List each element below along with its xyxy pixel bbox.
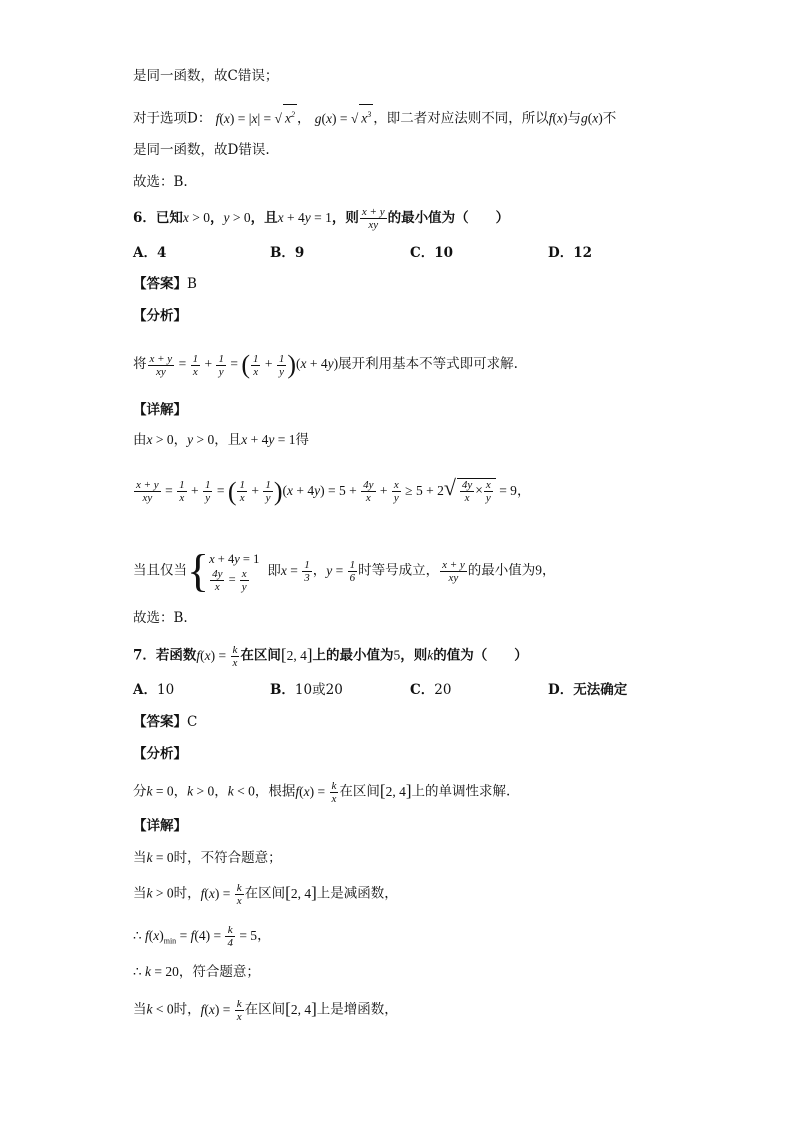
q7-detail-2: 当k > 0时，f(x) = $\frac{k}{x}$ 在区间[2, 4]上是减函数， — [133, 882, 398, 907]
q6-comma: ， — [210, 210, 224, 226]
q6-option-d: D．12 — [548, 245, 592, 261]
q7-stem: 7．若函数f(x) = $\frac{k}{x}$ 在区间[2, 4]上的最小值为5，则k的值为（ ） — [133, 644, 528, 669]
q6-analysis — [133, 352, 518, 378]
q6-option-c: C．10 — [410, 245, 454, 261]
formula-gx: g(x) — [581, 110, 603, 126]
q6-analysis-formula: $\frac{x + y}{xy}$ = $\frac{1}{x}$ + $\frac{1}{y}$ = ( $\frac{1}{x}$ + $\frac{1}{y}$ )(x + 4y) — [149, 350, 339, 379]
q6-inequality-chain: $\frac{x + y}{xy}$ = $\frac{1}{x}$ + $\frac{1}{y}$ = ( $\frac{1}{x}$ + $\frac{1}{y}$ )(x + 4y) = 5 + $\frac{4y}{x}$ + $\frac{x}{y}$ ≥ 5 + 2√ $\frac{4y}{x}$ × $\frac{x}{y}$ = 9 — [136, 475, 517, 506]
formula-f-abs: f(x) = |x| = √ $x^2$ — [216, 111, 297, 126]
q7-option-c: C．20 — [410, 682, 452, 698]
q7-analysis-label: 【分析】 — [133, 746, 187, 762]
q6-stem-b: ，且 — [250, 210, 278, 226]
q7-analysis: 分k = 0，k > 0，k < 0，根据f(x) = $\frac{k}{x}$ 在区间[2, 4]上的单调性求解. — [133, 780, 511, 805]
q6-cond-sum: x + 4y = 1 — [277, 210, 332, 225]
q7-detail-1: 当k = 0时，不符合题意； — [133, 850, 282, 866]
formula-fx: f(x) — [548, 110, 568, 126]
q7-answer: 【答案】C — [133, 714, 198, 730]
q6-frac-target: $\frac{x + y}{xy}$ — [361, 206, 385, 231]
text-c-wrong: 是同一函数，故C错误； — [133, 68, 279, 84]
q6-equality-system: { x + 4y = 1 $\frac{4y}{x}$ = $\frac{x}{y}$ — [187, 545, 260, 596]
q7-detail-4: ∴ k = 20，符合题意； — [133, 964, 260, 980]
q6-answer-label: 【答案】 — [133, 276, 187, 292]
text-option-d-mid: ，即二者对应法则不同，所以 — [373, 110, 549, 127]
text-line-choose-b — [133, 172, 188, 192]
q6-cond-y: y > 0 — [223, 210, 251, 225]
q6-detail-1: 由x > 0，y > 0，且x + 4y = 1得 — [133, 432, 309, 448]
q6-detail-label: 【详解】 — [133, 402, 187, 418]
q7-detail-label: 【详解】 — [133, 818, 187, 834]
q7-detail-3: ∴ $f(x)_{min} = f(4)$ = $\frac{k}{4}$ = 5， — [133, 924, 271, 949]
q7-option-d: D．无法确定 — [548, 682, 628, 698]
q6-answer — [133, 274, 197, 294]
q6-stem — [133, 206, 509, 231]
q6-detail-3: 当且仅当{ x + 4y = 1 $\frac{4y}{x}$ = $\frac{x}{y}$ 即x = $\frac{1}{3}$ ，y = $\frac{1}{6}$ 时等号成立， $\frac{x + y}{xy}$ 的最小值为9， — [133, 545, 556, 596]
q6-analysis-label: 【分析】 — [133, 308, 187, 324]
text-line-option-d: 对于选项D： f(x) = |x| = √ $x^2$ ， g(x) = √ $x^3$ ，即二者对应法则不同，所以f(x)与g(x)不 — [133, 104, 616, 129]
text-choose-b: 故选：B. — [133, 174, 188, 190]
q7-option-b: B．10或20 — [270, 682, 343, 698]
text-line-d-wrong — [133, 140, 270, 160]
q6-stem-d: 的最小值为（ ） — [387, 210, 510, 226]
q6-option-a: A．4 — [133, 245, 167, 261]
text-bu: 不 — [602, 110, 617, 127]
formula-g-sqrt: g(x) = √ $x^3$ — [315, 111, 374, 126]
q6-conclusion: 故选：B. — [133, 610, 188, 626]
q7-option-a: A．10 — [133, 682, 175, 698]
q7-min-value-formula: ∴ $f(x)_{min} = f(4)$ = $\frac{k}{4}$ = 5 — [133, 924, 258, 949]
q6-option-b: B．9 — [270, 245, 305, 261]
q6-stem-a: 6．已知 — [133, 210, 183, 226]
q6-analysis-b: 展开利用基本不等式即可求解. — [338, 356, 518, 373]
text-yu: 与 — [567, 110, 582, 127]
q7-detail-5: 当k < 0时，f(x) = $\frac{k}{x}$ 在区间[2, 4]上是增函数， — [133, 998, 398, 1023]
q6-analysis-a: 将 — [133, 356, 147, 373]
text-option-d-prefix: 对于选项D： — [133, 110, 212, 127]
q6-stem-c: ，则 — [331, 210, 359, 226]
text-d-wrong: 是同一函数，故D错误. — [133, 142, 270, 158]
q6-answer-value: B — [187, 276, 197, 292]
text-line-c-wrong — [133, 66, 278, 86]
q6-cond-x: x > 0 — [182, 210, 211, 225]
q6-detail-2: $\frac{x + y}{xy}$ = $\frac{1}{x}$ + $\frac{1}{y}$ = ( $\frac{1}{x}$ + $\frac{1}{y}$ )(x + 4y) = 5 + $\frac{4y}{x}$ + $\frac{x}{y}$ ≥ 5 + 2√ $\frac{4y}{x}$ × $\frac{x}{y}$ = 9， — [133, 478, 530, 505]
